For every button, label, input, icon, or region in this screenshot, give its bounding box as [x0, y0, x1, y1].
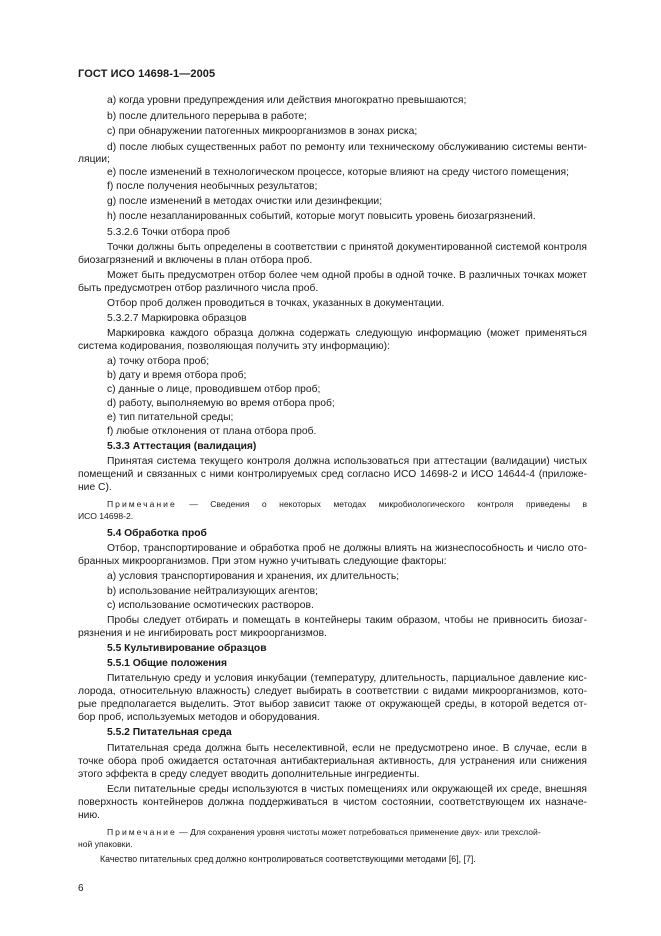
text-line: h) после незапланированных событий, которые могут повысить уровень биозагрязнений. [107, 211, 536, 222]
text-line: Питательную среду и условия инкубации (температуру, длительность, парциальное давление кис- [107, 673, 587, 684]
text-line: точке обора проб ожидается остаточная антибактериальная активность, для устранения или снижения [78, 756, 587, 767]
note-label: Примечание [107, 499, 177, 509]
text-line: b) дату и время отбора проб; [107, 370, 247, 381]
text-line: рязнения и не ингибировать рост микроорганизмов. [78, 628, 327, 639]
text-line: система кодирования, позволяющая получить эту информацию): [78, 341, 390, 352]
document-header: ГОСТ ИСО 14698-1—2005 [78, 68, 216, 80]
text-line: Отбор, транспортирование и обработка проб не должны влиять на жизнеспособность и число ото- [107, 543, 587, 554]
note-line [107, 826, 541, 839]
text-line: d) работу, выполняемую во время отбора проб; [107, 398, 335, 409]
text-line: Отбор проб должен проводиться в точках, указанных в документации. [107, 298, 445, 309]
text-line: бранных микроорганизмов. При этом нужно учитывать следующие факторы: [78, 556, 447, 567]
text-line: g) после изменений в методах очистки или дезинфекции; [107, 196, 383, 207]
text-line: этого эффекта в среду следует вводить дополнительные ингредиенты. [78, 769, 420, 780]
note-line [107, 498, 587, 511]
page-number: 6 [78, 883, 84, 894]
text-line: нию. [78, 810, 101, 821]
text-line: ние С). [78, 482, 112, 493]
text-line: биозагрязнений и включены в план отбора проб. [78, 255, 313, 266]
text-line: Точки должны быть определены в соответствии с принятой документированной системой контроля [107, 242, 587, 253]
text-line: c) использование осмотических растворов. [107, 600, 314, 611]
text-line: рые предполагается выделить. Этот выбор зависит также от окружающей среды, в которой ведется от- [78, 699, 587, 710]
text-line: c) данные о лице, проводившем отбор проб; [107, 384, 321, 395]
text-line: d) после любых существенных работ по ремонту или техническому обслуживанию системы венти- [107, 142, 587, 153]
text-line: лорода, относительную влажность) следует выбирать в соответствии с видами микроорганизмов, кото- [78, 686, 587, 697]
text-line: Маркировка каждого образца должна содержать следующую информацию (может применяться [107, 328, 587, 339]
text-line: a) условия транспортирования и хранения, их длительность; [107, 571, 400, 582]
note-text: — Сведения о некоторых методах микробиологического контроля приведены в [189, 499, 588, 509]
section-heading: 5.5.2 Питательная среда [107, 727, 232, 738]
text-line: быть предусмотрен отбор различного числа проб. [78, 283, 319, 294]
section-heading: 5.3.2.7 Маркировка образцов [107, 313, 247, 324]
text-line: Если питательные среды используются в чистых помещениях или окружающей их среде, внешняя [107, 784, 587, 795]
text-line: Может быть предусмотрен отбор более чем одной пробы в одной точке. В различных точках может [107, 270, 587, 281]
note-label: Примечание [107, 827, 177, 837]
text-line: бор проб, используемых методов и оборудования. [78, 712, 320, 723]
text-line: f) любые отклонения от плана отбора проб. [107, 426, 317, 437]
section-heading: 5.3.2.6 Точки отбора проб [107, 227, 230, 238]
text-line: b) использование нейтрализующих агентов; [107, 586, 318, 597]
text-line: поверхность контейнеров должна поддерживаться в чистом состоянии, соответствующем их назначе- [78, 797, 587, 808]
note-text: — Для сохранения уровня чистоты может потребоваться применение двух- или трехслой- [179, 827, 541, 837]
text-line: помещений и связанных с ними контролируемых сред согласно ИСО 14698-2 и ИСО 14644-4 (приложе- [78, 469, 587, 480]
note-line: ИСО 14698-2. [78, 511, 134, 521]
text-line: Принятая система текущего контроля должна использоваться при аттестации (валидации) чистых [107, 456, 587, 467]
text-line: e) тип питательной среды; [107, 412, 234, 423]
note-line: ной упаковки. [78, 839, 133, 849]
text-line: Качество питательных сред должно контролироваться соответствующими методами [6], [7]. [100, 854, 476, 864]
section-heading: 5.5 Культивирование образцов [107, 643, 267, 654]
text-line: a) точку отбора проб; [107, 356, 210, 367]
text-line: Питательная среда должна быть неселективной, если не предусмотрено иное. В случае, если в [107, 743, 587, 754]
text-line: a) когда уровни предупреждения или действия многократно превышаются; [107, 95, 467, 106]
text-line: b) после длительного перерыва в работе; [107, 111, 307, 122]
section-heading: 5.3.3 Аттестация (валидация) [107, 441, 257, 452]
text-line: f) после получения необычных результатов; [107, 181, 318, 192]
text-line: c) при обнаружении патогенных микроорганизмов в зонах риска; [107, 126, 418, 137]
section-heading: 5.4 Обработка проб [107, 528, 207, 539]
text-line: ляции; [78, 154, 110, 165]
section-heading: 5.5.1 Общие положения [107, 658, 227, 669]
text-line: e) после изменений в технологическом процессе, которые влияют на среду чистого помещения; [107, 167, 569, 178]
text-line: Пробы следует отбирать и помещать в контейнеры таким образом, чтобы не привносить биозаг- [107, 615, 587, 626]
